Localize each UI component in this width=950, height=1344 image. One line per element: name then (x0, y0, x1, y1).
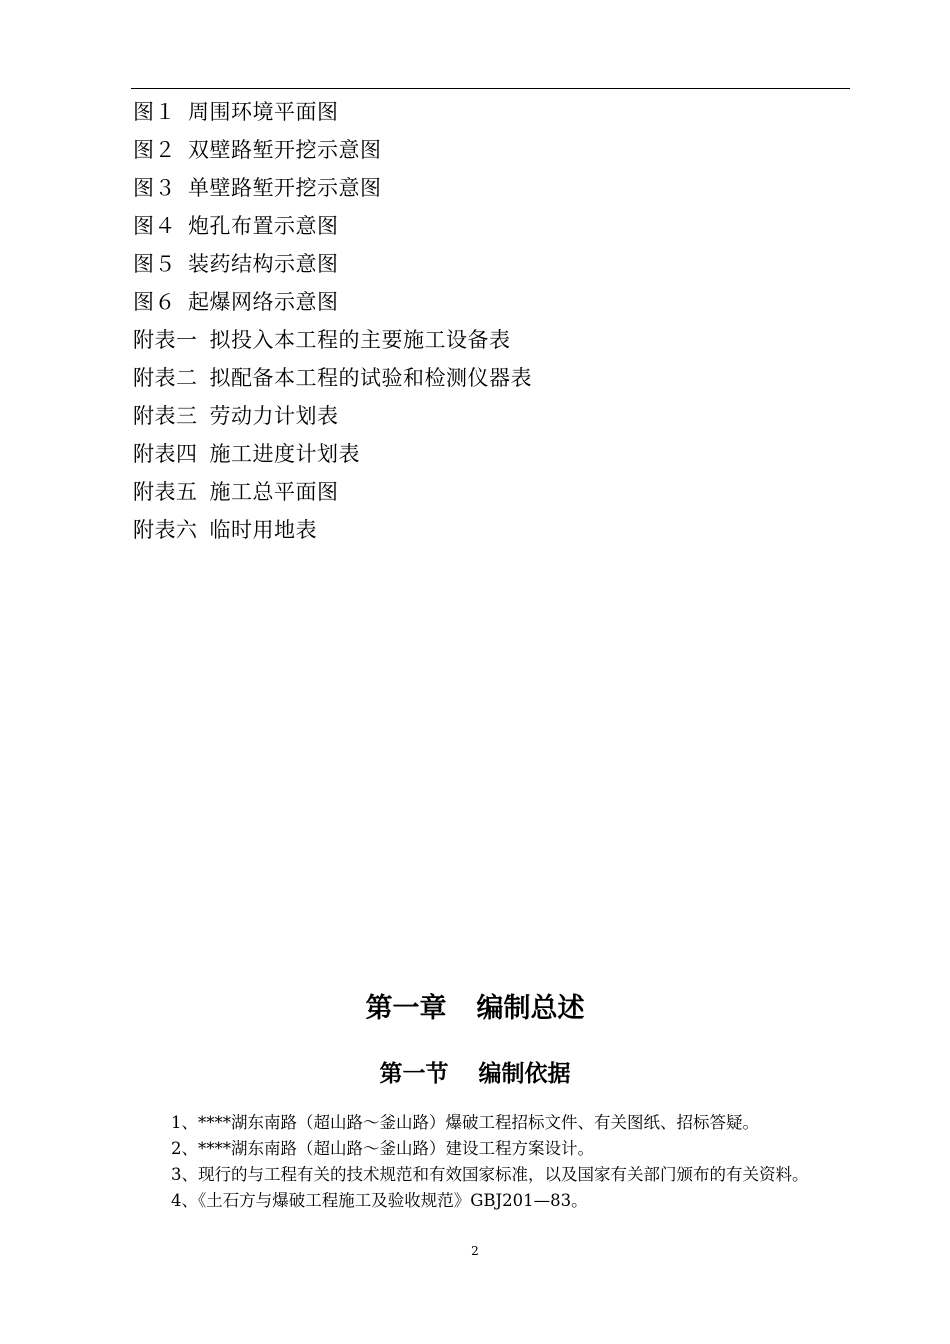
toc-item-title: 施工总平面图 (209, 480, 339, 504)
paragraph: 2、****湖东南路（超山路～釜山路）建设工程方案设计。 (171, 1139, 594, 1158)
page-number: 2 (471, 1244, 479, 1258)
toc-item[interactable] (133, 169, 532, 207)
toc-item-title: 周围环境平面图 (188, 100, 339, 124)
toc-item-label: 图１ (133, 100, 176, 124)
toc-item[interactable] (133, 245, 532, 283)
toc-item-title: 施工进度计划表 (209, 442, 360, 466)
toc-item-label: 附表四 (133, 442, 198, 466)
toc-item-title: 单壁路堑开挖示意图 (188, 176, 382, 200)
section-number: 第一节 (379, 1061, 449, 1087)
chapter-title: 编制总述 (476, 993, 585, 1024)
toc-item-title: 起爆网络示意图 (188, 290, 339, 314)
toc-item[interactable] (133, 359, 532, 397)
toc-item-title: 拟配备本工程的试验和检测仪器表 (209, 366, 532, 390)
toc-item-label: 图５ (133, 252, 176, 276)
toc-item[interactable] (133, 473, 532, 511)
toc-item[interactable] (133, 131, 532, 169)
toc-item[interactable] (133, 283, 532, 321)
toc-item-title: 炮孔布置示意图 (188, 214, 339, 238)
toc-item-label: 附表一 (133, 328, 198, 352)
toc-item-label: 附表二 (133, 366, 198, 390)
paragraph: 1、****湖东南路（超山路～釜山路）爆破工程招标文件、有关图纸、招标答疑。 (171, 1113, 759, 1132)
toc-item[interactable] (133, 435, 532, 473)
toc-item-title: 拟投入本工程的主要施工设备表 (209, 328, 511, 352)
toc-item-title: 临时用地表 (209, 518, 317, 542)
toc-item[interactable] (133, 397, 532, 435)
body-text (133, 1110, 853, 1214)
paragraph: 4、《土石方与爆破工程施工及验收规范》GBJ201—83。 (171, 1191, 588, 1210)
toc-item-title: 劳动力计划表 (209, 404, 339, 428)
paragraph: 3、现行的与工程有关的技术规范和有效国家标准，以及国家有关部门颁布的有关资料。 (171, 1165, 809, 1184)
chapter-number: 第一章 (365, 993, 447, 1024)
toc-item-label: 附表五 (133, 480, 198, 504)
toc-item[interactable] (133, 321, 532, 359)
section-title: 编制依据 (478, 1061, 571, 1087)
table-of-contents (133, 93, 532, 549)
section-heading (0, 1055, 950, 1088)
header-rule (131, 88, 850, 89)
toc-item[interactable] (133, 93, 532, 131)
toc-item-title: 装药结构示意图 (188, 252, 339, 276)
chapter-heading (0, 986, 950, 1025)
toc-item-label: 图３ (133, 176, 176, 200)
toc-item-label: 附表六 (133, 518, 198, 542)
toc-item-title: 双壁路堑开挖示意图 (188, 138, 382, 162)
toc-item[interactable] (133, 511, 532, 549)
toc-item-label: 图２ (133, 138, 176, 162)
toc-item-label: 附表三 (133, 404, 198, 428)
toc-item-label: 图６ (133, 290, 176, 314)
toc-item-label: 图４ (133, 214, 176, 238)
toc-item[interactable] (133, 207, 532, 245)
